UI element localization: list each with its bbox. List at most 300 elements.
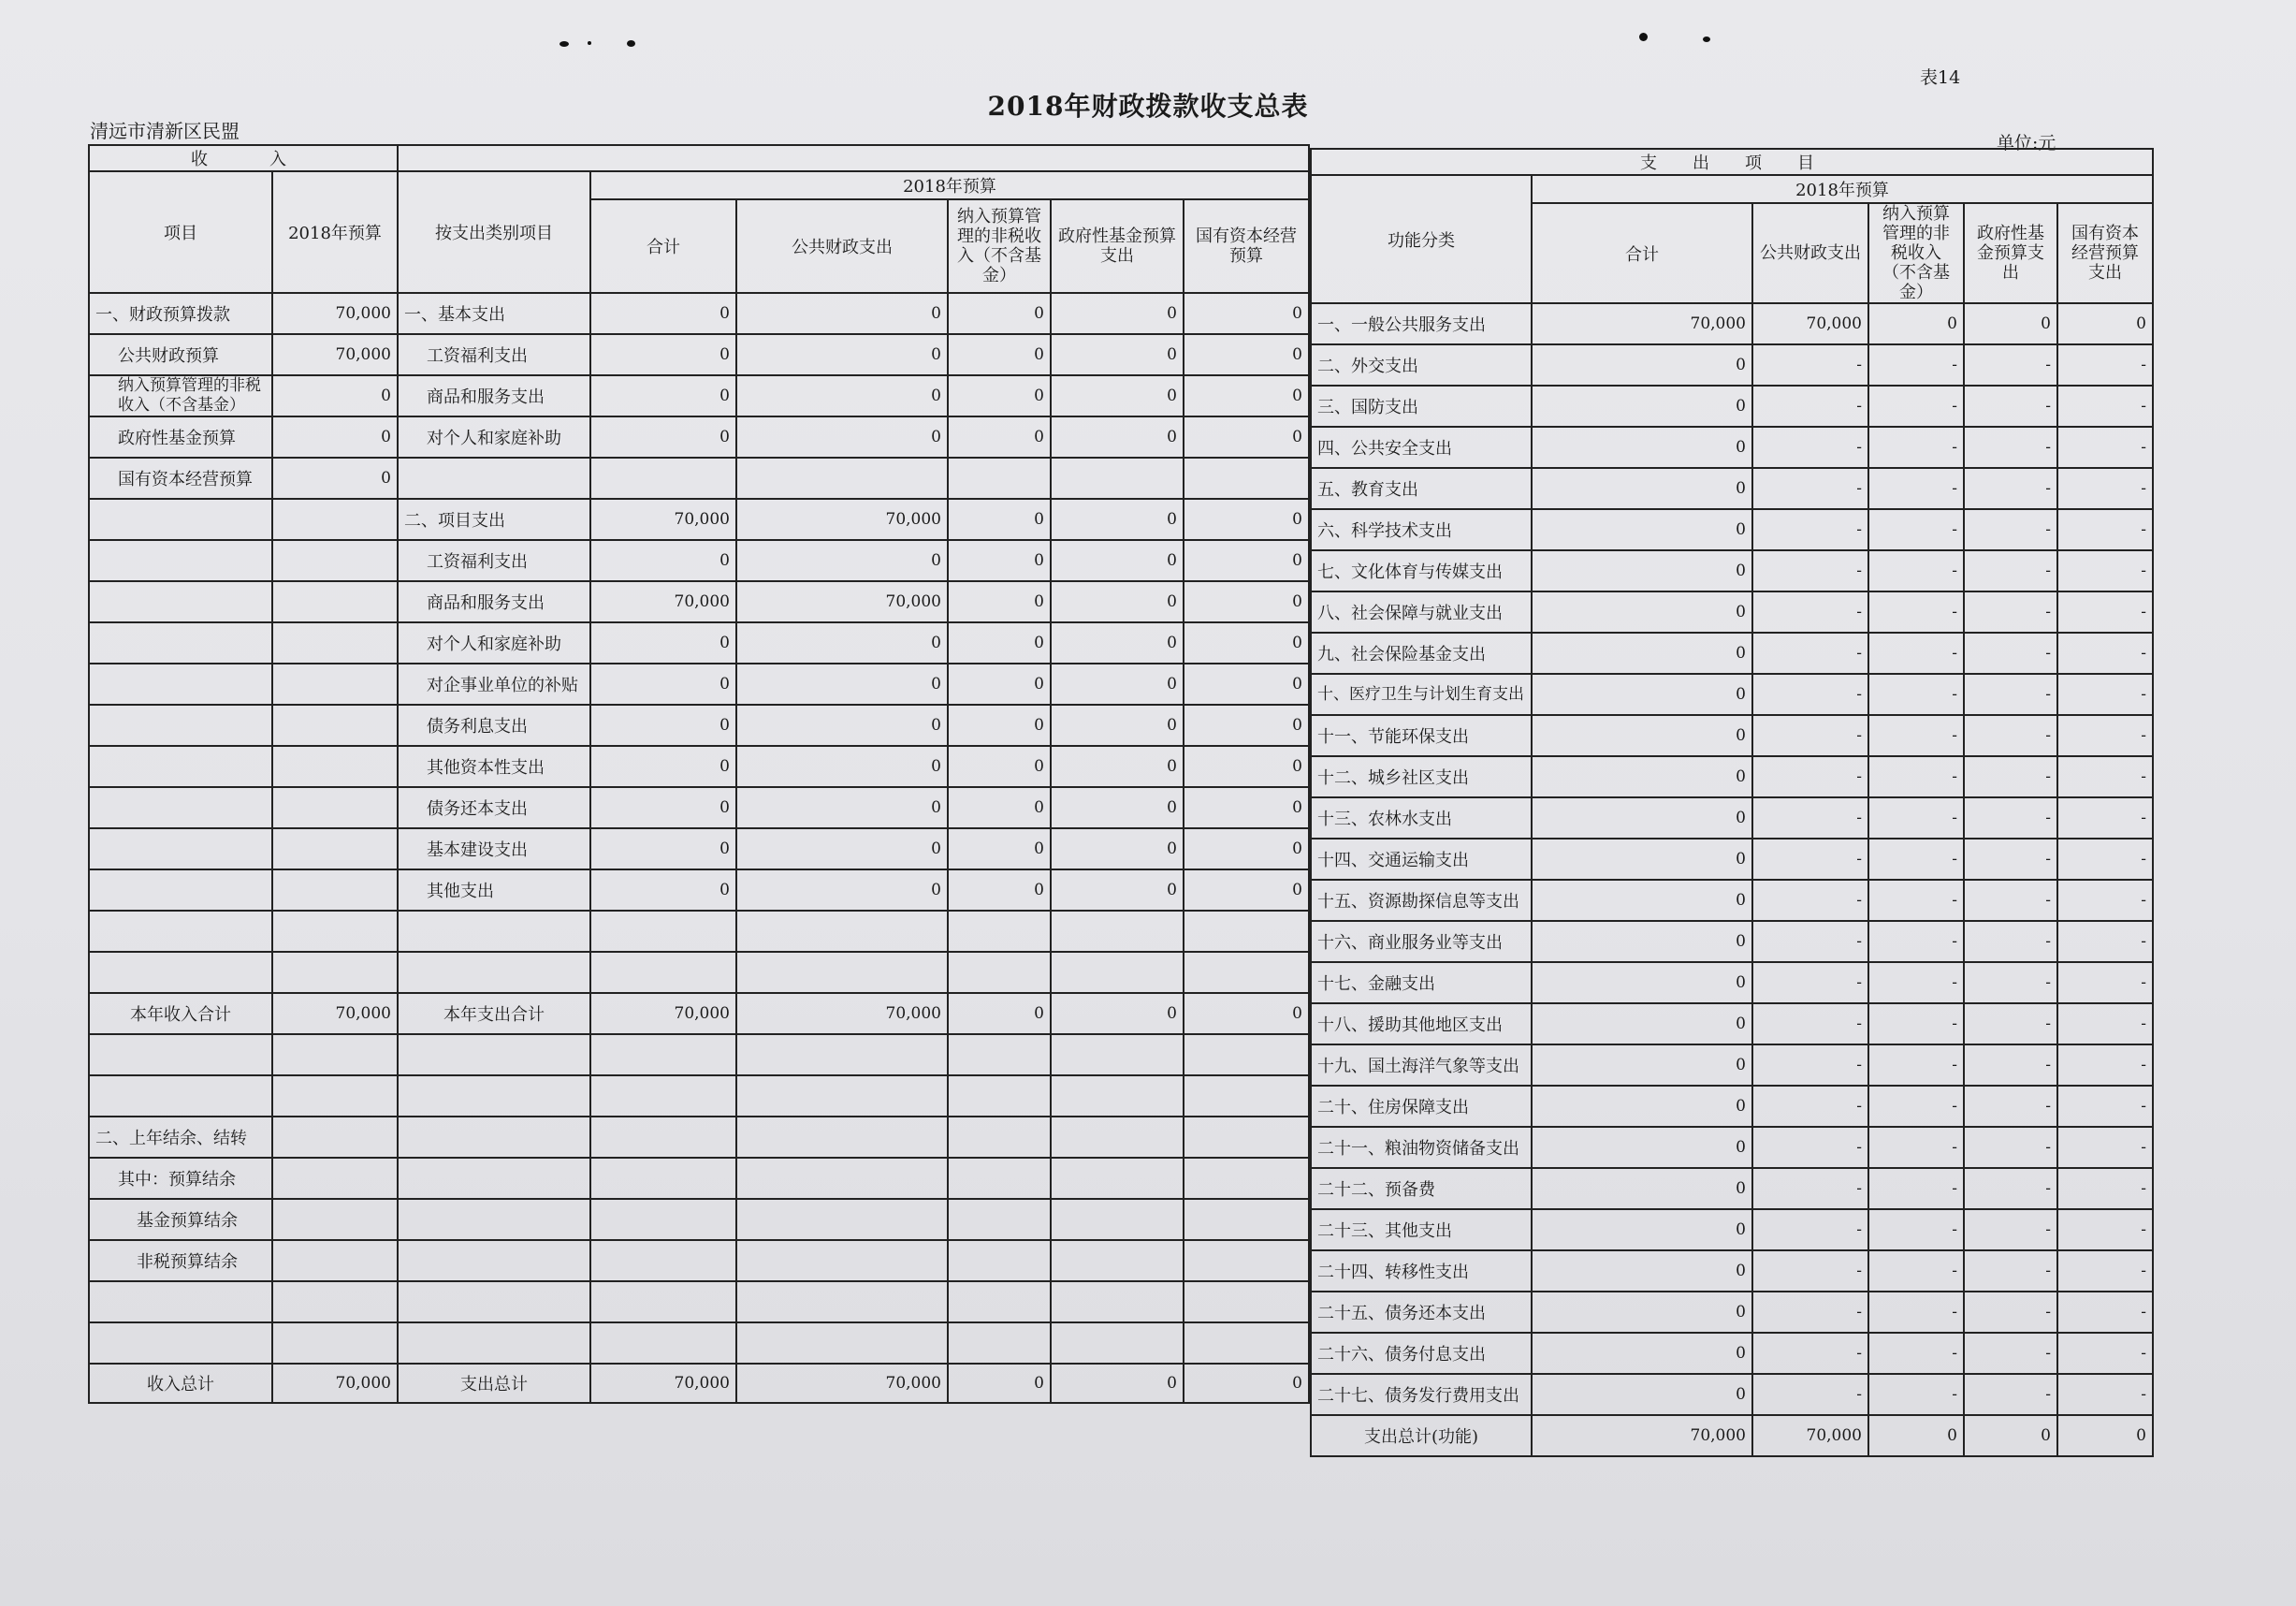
function-item: 九、社会保险基金支出 (1311, 633, 1532, 674)
income-budget-value (272, 1240, 398, 1281)
func-nontax-value: 0 (1868, 303, 1964, 344)
func-total-value: 0 (1532, 591, 1752, 633)
func-state-capital-value: - (2057, 1209, 2153, 1250)
econ-nontax-value: 0 (948, 334, 1051, 375)
func-gov-fund-value: - (1964, 921, 2057, 962)
table-row (1311, 962, 2153, 1003)
income-item: 公共财政预算 (89, 334, 272, 375)
income-budget-value (272, 705, 398, 746)
func-total-value: 0 (1532, 797, 1752, 839)
econ-total-value: 0 (590, 828, 736, 869)
econ-total-value: 0 (590, 540, 736, 581)
func-state-capital-value: - (2057, 921, 2153, 962)
econ-nontax-value (948, 458, 1051, 499)
table-row (89, 1364, 1309, 1403)
income-item: 其中：预算结余 (89, 1158, 272, 1199)
function-item: 十七、金融支出 (1311, 962, 1532, 1003)
func-state-capital-value: - (2057, 1250, 2153, 1292)
econ-total-value (590, 1158, 736, 1199)
func-gov-fund-value: - (1964, 839, 2057, 880)
econ-nontax-value (948, 1199, 1051, 1240)
econ-public-finance-value: 0 (736, 622, 948, 664)
income-budget-value (272, 1281, 398, 1322)
func-nontax-value: - (1868, 1127, 1964, 1168)
econ-category-item: 工资福利支出 (398, 334, 590, 375)
econ-gov-fund-value (1051, 911, 1184, 952)
econ-state-capital-value (1184, 1322, 1309, 1364)
income-item: 政府性基金预算 (89, 416, 272, 458)
econ-state-capital-value: 0 (1184, 622, 1309, 664)
func-nontax-value: - (1868, 715, 1964, 756)
econ-nontax-value (948, 911, 1051, 952)
income-budget-value: 70,000 (272, 993, 398, 1034)
econ-gov-fund-value: 0 (1051, 334, 1184, 375)
table-row (89, 952, 1309, 993)
econ-category-item (398, 911, 590, 952)
econ-category-item (398, 1322, 590, 1364)
income-item (89, 1034, 272, 1075)
econ-category-item: 支出总计 (398, 1364, 590, 1403)
func-gov-fund-value: - (1964, 1168, 2057, 1209)
func-gov-fund-value: - (1964, 1086, 2057, 1127)
econ-total-value (590, 1240, 736, 1281)
func-total-value: 0 (1532, 1003, 1752, 1044)
col-header-nontax: 纳入预算管理的非税收入（不含基金） (948, 199, 1051, 293)
table-row (1311, 344, 2153, 386)
econ-public-finance-value: 0 (736, 869, 948, 911)
func-gov-fund-value: - (1964, 880, 2057, 921)
func-nontax-value: - (1868, 1086, 1964, 1127)
table-row (1311, 674, 2153, 715)
function-item: 二十三、其他支出 (1311, 1209, 1532, 1250)
econ-gov-fund-value (1051, 952, 1184, 993)
econ-gov-fund-value (1051, 458, 1184, 499)
func-total-value: 0 (1532, 756, 1752, 797)
income-item: 二、上年结余、结转 (89, 1117, 272, 1158)
econ-public-finance-value (736, 458, 948, 499)
econ-nontax-value: 0 (948, 787, 1051, 828)
table-row (1311, 633, 2153, 674)
func-public-finance-value: - (1752, 509, 1868, 550)
func-nontax-value: 0 (1868, 1415, 1964, 1456)
econ-nontax-value (948, 1281, 1051, 1322)
func-nontax-value: - (1868, 633, 1964, 674)
income-budget-value (272, 622, 398, 664)
col-header-public-finance: 公共财政支出 (736, 199, 948, 293)
func-public-finance-value: 70,000 (1752, 1415, 1868, 1456)
func-public-finance-value: - (1752, 1374, 1868, 1415)
table-row (1311, 1127, 2153, 1168)
func-total-value: 0 (1532, 674, 1752, 715)
func-state-capital-value: - (2057, 715, 2153, 756)
income-item (89, 869, 272, 911)
income-budget-value (272, 911, 398, 952)
econ-public-finance-value: 70,000 (736, 993, 948, 1034)
func-public-finance-value: - (1752, 839, 1868, 880)
func-public-finance-value: - (1752, 921, 1868, 962)
func-total-value: 0 (1532, 1250, 1752, 1292)
econ-total-value: 0 (590, 416, 736, 458)
econ-total-value: 0 (590, 869, 736, 911)
econ-total-value (590, 1075, 736, 1117)
col-header-gov-fund: 政府性基金预算支出 (1964, 203, 2057, 303)
econ-total-value: 0 (590, 622, 736, 664)
econ-gov-fund-value (1051, 1034, 1184, 1075)
econ-gov-fund-value (1051, 1158, 1184, 1199)
func-public-finance-value: - (1752, 880, 1868, 921)
table-row (89, 1117, 1309, 1158)
func-state-capital-value: - (2057, 1003, 2153, 1044)
income-budget-value (272, 1117, 398, 1158)
econ-category-item (398, 1158, 590, 1199)
func-public-finance-value: - (1752, 1292, 1868, 1333)
func-total-value: 0 (1532, 427, 1752, 468)
col-header-state-capital: 国有资本经营预算 (1184, 199, 1309, 293)
econ-state-capital-value (1184, 1034, 1309, 1075)
income-budget-value (272, 746, 398, 787)
function-item: 三、国防支出 (1311, 386, 1532, 427)
econ-category-item (398, 458, 590, 499)
econ-total-value (590, 952, 736, 993)
func-total-value: 0 (1532, 468, 1752, 509)
econ-state-capital-value: 0 (1184, 375, 1309, 416)
econ-public-finance-value: 0 (736, 293, 948, 334)
econ-state-capital-value: 0 (1184, 334, 1309, 375)
econ-public-finance-value: 70,000 (736, 581, 948, 622)
income-budget-value: 0 (272, 458, 398, 499)
func-total-value: 70,000 (1532, 303, 1752, 344)
econ-state-capital-value: 0 (1184, 746, 1309, 787)
expense-section-spacer (398, 145, 1309, 171)
econ-nontax-value: 0 (948, 746, 1051, 787)
econ-gov-fund-value (1051, 1075, 1184, 1117)
income-budget-value (272, 828, 398, 869)
func-state-capital-value: - (2057, 591, 2153, 633)
function-item: 十六、商业服务业等支出 (1311, 921, 1532, 962)
econ-gov-fund-value: 0 (1051, 375, 1184, 416)
function-item: 十五、资源勘探信息等支出 (1311, 880, 1532, 921)
econ-public-finance-value: 70,000 (736, 1364, 948, 1403)
income-item (89, 540, 272, 581)
econ-category-item: 本年支出合计 (398, 993, 590, 1034)
func-gov-fund-value: - (1964, 797, 2057, 839)
func-public-finance-value: - (1752, 1250, 1868, 1292)
econ-public-finance-value: 0 (736, 416, 948, 458)
func-total-value: 0 (1532, 839, 1752, 880)
func-state-capital-value: - (2057, 756, 2153, 797)
table-row (1311, 1086, 2153, 1127)
func-public-finance-value: - (1752, 386, 1868, 427)
func-state-capital-value: - (2057, 509, 2153, 550)
function-item: 十九、国土海洋气象等支出 (1311, 1044, 1532, 1086)
econ-category-item (398, 952, 590, 993)
income-section-header: 收 入 (89, 145, 398, 171)
econ-category-item: 一、基本支出 (398, 293, 590, 334)
func-gov-fund-value: - (1964, 1127, 2057, 1168)
income-budget-value (272, 869, 398, 911)
econ-gov-fund-value: 0 (1051, 416, 1184, 458)
econ-state-capital-value: 0 (1184, 1364, 1309, 1403)
func-nontax-value: - (1868, 1250, 1964, 1292)
income-item: 纳入预算管理的非税收入（不含基金） (89, 375, 272, 416)
econ-state-capital-value: 0 (1184, 540, 1309, 581)
organization-name: 清远市清新区民盟 (90, 120, 240, 142)
table-row (89, 787, 1309, 828)
func-gov-fund-value: - (1964, 1003, 2057, 1044)
econ-public-finance-value: 0 (736, 664, 948, 705)
func-nontax-value: - (1868, 1168, 1964, 1209)
func-total-value: 0 (1532, 1044, 1752, 1086)
func-gov-fund-value: - (1964, 591, 2057, 633)
func-public-finance-value: - (1752, 1127, 1868, 1168)
col-header-gov-fund: 政府性基金预算支出 (1051, 199, 1184, 293)
income-item (89, 787, 272, 828)
func-nontax-value: - (1868, 1003, 1964, 1044)
table-row (89, 911, 1309, 952)
col-header-budget-group: 2018年预算 (590, 171, 1309, 199)
econ-gov-fund-value (1051, 1281, 1184, 1322)
income-item: 国有资本经营预算 (89, 458, 272, 499)
income-item (89, 499, 272, 540)
func-state-capital-value: - (2057, 1292, 2153, 1333)
func-gov-fund-value: - (1964, 674, 2057, 715)
econ-category-item: 其他资本性支出 (398, 746, 590, 787)
func-state-capital-value: 0 (2057, 303, 2153, 344)
income-item: 非税预算结余 (89, 1240, 272, 1281)
econ-public-finance-value: 0 (736, 375, 948, 416)
function-item: 十三、农林水支出 (1311, 797, 1532, 839)
econ-state-capital-value (1184, 1240, 1309, 1281)
func-total-value: 0 (1532, 715, 1752, 756)
func-gov-fund-value: - (1964, 1333, 2057, 1374)
function-item: 二十一、粮油物资储备支出 (1311, 1127, 1532, 1168)
table-row (1311, 303, 2153, 344)
func-total-value: 0 (1532, 1127, 1752, 1168)
function-item: 八、社会保障与就业支出 (1311, 591, 1532, 633)
function-item: 二十五、债务还本支出 (1311, 1292, 1532, 1333)
econ-category-item: 商品和服务支出 (398, 375, 590, 416)
unit-label: 单位:元 (1997, 133, 2056, 153)
income-budget-value (272, 1322, 398, 1364)
income-item (89, 1322, 272, 1364)
income-item (89, 581, 272, 622)
func-public-finance-value: - (1752, 550, 1868, 591)
func-state-capital-value: - (2057, 1333, 2153, 1374)
func-nontax-value: - (1868, 1292, 1964, 1333)
table-row (1311, 1333, 2153, 1374)
econ-gov-fund-value (1051, 1322, 1184, 1364)
table-row (89, 581, 1309, 622)
income-budget-value (272, 1034, 398, 1075)
income-budget-value (272, 540, 398, 581)
table-row (89, 540, 1309, 581)
table-row (89, 334, 1309, 375)
function-item: 十、医疗卫生与计划生育支出 (1311, 674, 1532, 715)
econ-category-item (398, 1117, 590, 1158)
col-header-nontax: 纳入预算管理的非税收入（不含基金） (1868, 203, 1964, 303)
income-budget-value (272, 664, 398, 705)
func-total-value: 0 (1532, 386, 1752, 427)
econ-state-capital-value (1184, 952, 1309, 993)
econ-state-capital-value: 0 (1184, 499, 1309, 540)
table-row (1311, 1374, 2153, 1415)
function-item: 七、文化体育与传媒支出 (1311, 550, 1532, 591)
income-budget-value: 70,000 (272, 293, 398, 334)
income-item (89, 746, 272, 787)
table-row (1311, 468, 2153, 509)
econ-total-value (590, 458, 736, 499)
econ-nontax-value (948, 1117, 1051, 1158)
func-nontax-value: - (1868, 1044, 1964, 1086)
func-nontax-value: - (1868, 509, 1964, 550)
econ-public-finance-value: 0 (736, 540, 948, 581)
econ-public-finance-value (736, 1075, 948, 1117)
econ-public-finance-value (736, 1117, 948, 1158)
econ-state-capital-value: 0 (1184, 581, 1309, 622)
table-row (1311, 797, 2153, 839)
func-gov-fund-value: 0 (1964, 303, 2057, 344)
func-gov-fund-value: - (1964, 427, 2057, 468)
econ-gov-fund-value: 0 (1051, 787, 1184, 828)
econ-gov-fund-value: 0 (1051, 540, 1184, 581)
econ-public-finance-value: 0 (736, 705, 948, 746)
econ-public-finance-value (736, 1199, 948, 1240)
table-row (89, 1075, 1309, 1117)
expense-section-header: 支 出 项 目 (1311, 149, 2153, 175)
table-row (1311, 756, 2153, 797)
income-item: 基金预算结余 (89, 1199, 272, 1240)
func-gov-fund-value: - (1964, 962, 2057, 1003)
func-gov-fund-value: - (1964, 550, 2057, 591)
func-state-capital-value: - (2057, 427, 2153, 468)
econ-category-item: 基本建设支出 (398, 828, 590, 869)
income-item (89, 705, 272, 746)
func-nontax-value: - (1868, 386, 1964, 427)
table-row (89, 869, 1309, 911)
func-public-finance-value: - (1752, 468, 1868, 509)
func-state-capital-value: 0 (2057, 1415, 2153, 1456)
func-state-capital-value: - (2057, 880, 2153, 921)
income-budget-value: 70,000 (272, 1364, 398, 1403)
econ-nontax-value (948, 1240, 1051, 1281)
income-item (89, 952, 272, 993)
econ-public-finance-value (736, 1240, 948, 1281)
func-public-finance-value: - (1752, 756, 1868, 797)
econ-category-item: 商品和服务支出 (398, 581, 590, 622)
function-item: 支出总计(功能) (1311, 1415, 1532, 1456)
econ-public-finance-value (736, 1281, 948, 1322)
function-item: 二十七、债务发行费用支出 (1311, 1374, 1532, 1415)
econ-nontax-value: 0 (948, 1364, 1051, 1403)
punch-mark (1703, 36, 1710, 42)
econ-gov-fund-value: 0 (1051, 746, 1184, 787)
econ-gov-fund-value: 0 (1051, 499, 1184, 540)
func-gov-fund-value: - (1964, 468, 2057, 509)
econ-public-finance-value: 0 (736, 787, 948, 828)
func-nontax-value: - (1868, 1374, 1964, 1415)
table-row (89, 1034, 1309, 1075)
econ-nontax-value: 0 (948, 499, 1051, 540)
func-nontax-value: - (1868, 756, 1964, 797)
col-header-econ-category: 按支出类别项目 (398, 171, 590, 293)
econ-gov-fund-value: 0 (1051, 581, 1184, 622)
function-item: 十八、援助其他地区支出 (1311, 1003, 1532, 1044)
func-total-value: 0 (1532, 1209, 1752, 1250)
func-total-value: 0 (1532, 921, 1752, 962)
function-item: 二十、住房保障支出 (1311, 1086, 1532, 1127)
table-row (89, 375, 1309, 416)
func-public-finance-value: - (1752, 797, 1868, 839)
econ-state-capital-value: 0 (1184, 993, 1309, 1034)
func-state-capital-value: - (2057, 386, 2153, 427)
col-header-budget-group: 2018年预算 (1532, 175, 2153, 203)
econ-nontax-value: 0 (948, 664, 1051, 705)
income-item (89, 911, 272, 952)
func-state-capital-value: - (2057, 1044, 2153, 1086)
econ-state-capital-value: 0 (1184, 828, 1309, 869)
func-nontax-value: - (1868, 550, 1964, 591)
func-total-value: 0 (1532, 1292, 1752, 1333)
income-budget-value: 0 (272, 416, 398, 458)
econ-gov-fund-value: 0 (1051, 1364, 1184, 1403)
table-row (89, 416, 1309, 458)
func-gov-fund-value: - (1964, 509, 2057, 550)
econ-total-value: 70,000 (590, 993, 736, 1034)
func-public-finance-value: - (1752, 715, 1868, 756)
table-row (89, 1199, 1309, 1240)
function-item: 六、科学技术支出 (1311, 509, 1532, 550)
func-gov-fund-value: - (1964, 386, 2057, 427)
func-state-capital-value: - (2057, 797, 2153, 839)
income-item: 本年收入合计 (89, 993, 272, 1034)
func-gov-fund-value: - (1964, 344, 2057, 386)
func-total-value: 0 (1532, 344, 1752, 386)
income-budget-value (272, 581, 398, 622)
function-item: 二十二、预备费 (1311, 1168, 1532, 1209)
econ-state-capital-value (1184, 1117, 1309, 1158)
col-header-function: 功能分类 (1311, 175, 1532, 303)
col-header-total: 合计 (590, 199, 736, 293)
income-budget-value: 0 (272, 375, 398, 416)
econ-public-finance-value (736, 1322, 948, 1364)
func-total-value: 0 (1532, 1168, 1752, 1209)
punch-mark (1639, 33, 1648, 41)
econ-total-value: 0 (590, 664, 736, 705)
income-expense-table (88, 144, 1310, 1404)
table-row (1311, 1168, 2153, 1209)
func-nontax-value: - (1868, 921, 1964, 962)
func-public-finance-value: - (1752, 962, 1868, 1003)
func-gov-fund-value: - (1964, 756, 2057, 797)
table-row (1311, 427, 2153, 468)
econ-public-finance-value: 0 (736, 334, 948, 375)
econ-category-item: 债务利息支出 (398, 705, 590, 746)
func-public-finance-value: - (1752, 633, 1868, 674)
econ-total-value: 0 (590, 334, 736, 375)
function-item: 十一、节能环保支出 (1311, 715, 1532, 756)
income-item (89, 1281, 272, 1322)
func-nontax-value: - (1868, 962, 1964, 1003)
func-state-capital-value: - (2057, 550, 2153, 591)
func-public-finance-value: - (1752, 1333, 1868, 1374)
econ-state-capital-value (1184, 458, 1309, 499)
econ-public-finance-value (736, 1158, 948, 1199)
income-budget-value (272, 1075, 398, 1117)
func-total-value: 0 (1532, 1086, 1752, 1127)
table-row (1311, 1415, 2153, 1456)
func-public-finance-value: - (1752, 1003, 1868, 1044)
table-row (89, 664, 1309, 705)
